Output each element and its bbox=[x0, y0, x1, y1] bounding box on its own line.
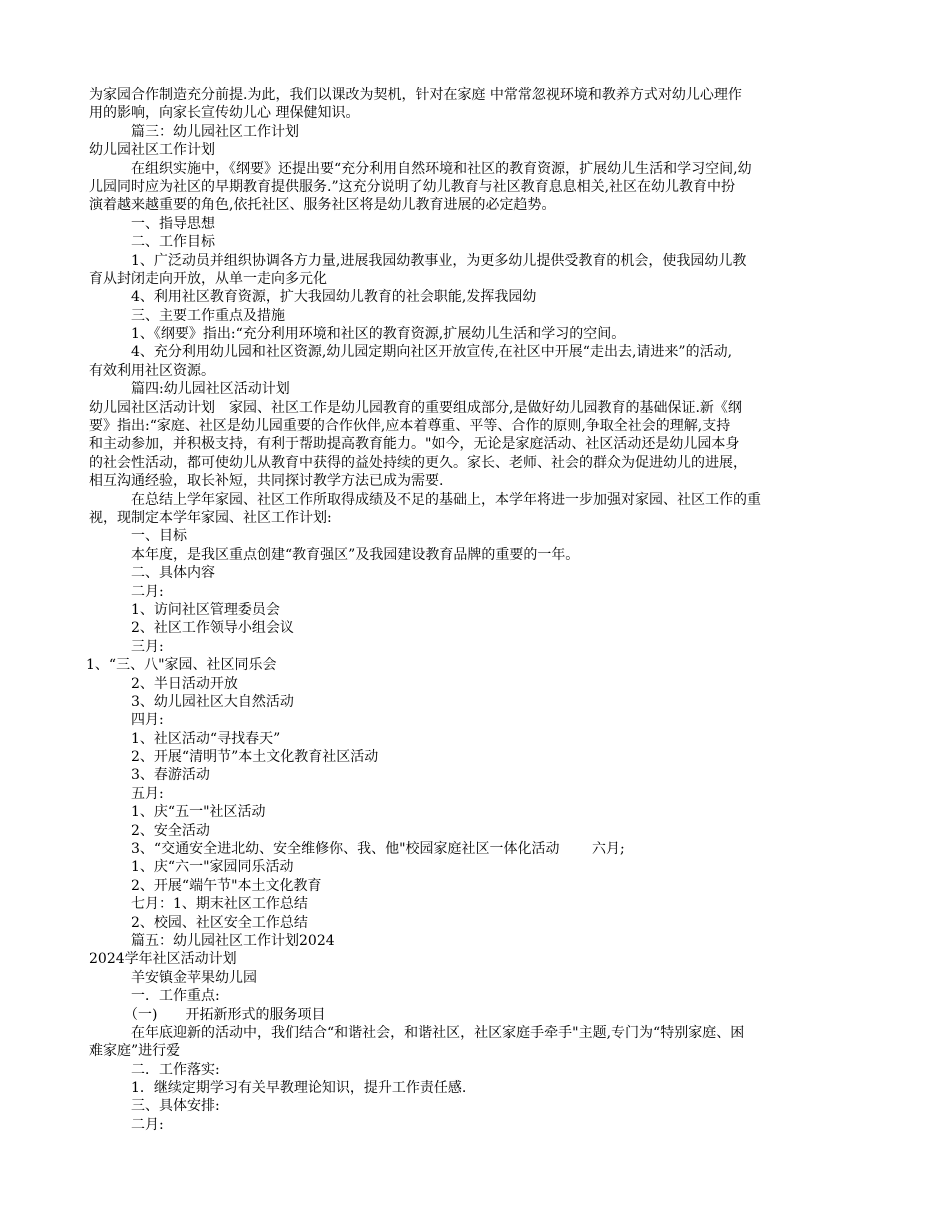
text-line: 二、具体内容 bbox=[89, 565, 215, 582]
text-line: 2、半日活动开放 bbox=[89, 675, 238, 692]
text-line: 2、社区工作领导小组会议 bbox=[89, 620, 294, 637]
text-line: 1．继续定期学习有关早教理论知识，提升工作责任感. bbox=[89, 1080, 467, 1097]
text-line: 为家园合作制造充分前提.为此，我们以课改为契机，针对在家庭 中常常忽视环境和教养方式对幼儿心理作 bbox=[89, 87, 742, 103]
text-line: 一．工作重点: bbox=[89, 988, 220, 1005]
text-line: 二月: bbox=[89, 1116, 164, 1133]
text-line: 1、“三、八"家园、社区同乐会 bbox=[86, 657, 277, 674]
text-line: 二月: bbox=[89, 583, 164, 600]
text-line: 本年度，是我区重点创建“教育强区”及我园建设教育品牌的重要的一年。 bbox=[89, 546, 580, 563]
text-line: 七月：1、期末社区工作总结 bbox=[89, 896, 308, 913]
text-line: 1、广泛动员并组织协调各方力量,进展我园幼教事业，为更多幼儿提供受教育的机会，使我园幼儿教 bbox=[89, 252, 747, 269]
text-line: 要》指出:“家庭、社区是幼儿园重要的合作伙伴,应本着尊重、平等、合作的原则,争取全社会的理解,支持 bbox=[89, 418, 731, 435]
text-line: 一、指导思想 bbox=[89, 215, 215, 232]
text-line: 1、庆“五一"社区活动 bbox=[89, 804, 266, 821]
text-line: 2、开展“清明节”本土文化教育社区活动 bbox=[89, 749, 379, 766]
text-line: 2、开展“端午节"本土文化教育 bbox=[89, 877, 322, 894]
text-line: 演着越来越重要的角色,依托社区、服务社区将是幼儿教育进展的必定趋势。 bbox=[89, 197, 556, 214]
text-line: 三月: bbox=[89, 638, 164, 655]
text-line: 3、幼儿园社区大自然活动 bbox=[89, 693, 294, 710]
text-line: 三、具体安排: bbox=[89, 1098, 220, 1115]
text-line: 在年底迎新的活动中，我们结合“和谐社会，和谐社区，社区家庭手牵手"主题,专门为“特别家庭、困 bbox=[89, 1024, 745, 1041]
text-line: 篇三：幼儿园社区工作计划 bbox=[89, 123, 299, 140]
text-line: （一) 开拓新形式的服务项目 bbox=[89, 1006, 326, 1023]
text-line: 三、主要工作重点及措施 bbox=[89, 307, 285, 324]
text-line: 一、目标 bbox=[89, 528, 187, 545]
text-line: 和主动参加，并积极支持，有利于帮助提高教育能力。"如今，无论是家庭活动、社区活动还是幼儿园本身 bbox=[89, 436, 740, 453]
document-body bbox=[86, 86, 864, 1134]
text-line: 育从封闭走向开放，从单一走向多元化 bbox=[89, 270, 327, 287]
text-line: 相互沟通经验，取长补短，共同探讨教学方法已成为需要. bbox=[89, 473, 444, 490]
text-line: 3、“交通安全进北幼、安全维修你、我、他"校园家庭社区一体化活动 六月; bbox=[89, 841, 625, 858]
text-line: 二．工作落实: bbox=[89, 1061, 220, 1078]
text-line: 2024学年社区活动计划 bbox=[89, 951, 237, 968]
text-line: 在总结上学年家园、社区工作所取得成绩及不足的基础上，本学年将进一步加强对家园、社区工作的重 bbox=[89, 491, 761, 508]
text-line: 幼儿园社区工作计划 bbox=[89, 142, 215, 159]
text-line: 1、《纲要》指出:“充分利用环境和社区的教育资源,扩展幼儿生活和学习的空间。 bbox=[89, 326, 626, 343]
text-line: 2、校园、社区安全工作总结 bbox=[89, 914, 308, 931]
text-line: 的社会性活动，都可使幼儿从教育中获得的益处持续的更久。家长、老师、社会的群众为促进幼儿的进展， bbox=[89, 454, 747, 471]
text-line: 四月: bbox=[89, 712, 164, 729]
text-line: 幼儿园社区活动计划 家园、社区工作是幼儿园教育的重要组成部分,是做好幼儿园教育的基础保证.新《纲 bbox=[89, 399, 742, 416]
text-line: 篇五：幼儿园社区工作计划2024 bbox=[89, 932, 335, 949]
text-line: 4、充分利用幼儿园和社区资源,幼儿园定期向社区开放宣传,在社区中开展“走出去,请进来”的活动, bbox=[89, 344, 733, 361]
text-line: 1、庆“六一"家园同乐活动 bbox=[89, 859, 294, 876]
text-line: 3、春游活动 bbox=[89, 767, 210, 784]
text-line: 有效利用社区资源。 bbox=[89, 362, 215, 379]
text-line: 4、利用社区教育资源，扩大我园幼儿教育的社会职能,发挥我园幼 bbox=[89, 289, 537, 306]
text-line: 儿园同时应为社区的早期教育提供服务.”这充分说明了幼儿教育与社区教育息息相关,社区在幼儿教育中扮 bbox=[89, 178, 736, 195]
text-line: 在组织实施中，《纲要》还提出要“充分利用自然环境和社区的教育资源，扩展幼儿生活和学习空间,幼 bbox=[89, 160, 752, 177]
text-line: 1、访问社区管理委员会 bbox=[89, 601, 280, 618]
text-line: 篇四:幼儿园社区活动计划 bbox=[89, 381, 290, 398]
text-line: 2、安全活动 bbox=[89, 822, 210, 839]
text-line: 1、社区活动“寻找春天” bbox=[89, 730, 281, 747]
text-line: 羊安镇金苹果幼儿园 bbox=[89, 969, 257, 986]
text-line: 视，现制定本学年家园、社区工作计划: bbox=[89, 509, 332, 526]
text-line: 五月: bbox=[89, 785, 164, 802]
text-line: 用的影响，向家长宣传幼儿心 理保健知识。 bbox=[89, 105, 360, 122]
text-line: 二、工作目标 bbox=[89, 234, 215, 251]
text-line: 难家庭”进行爱 bbox=[89, 1043, 181, 1060]
